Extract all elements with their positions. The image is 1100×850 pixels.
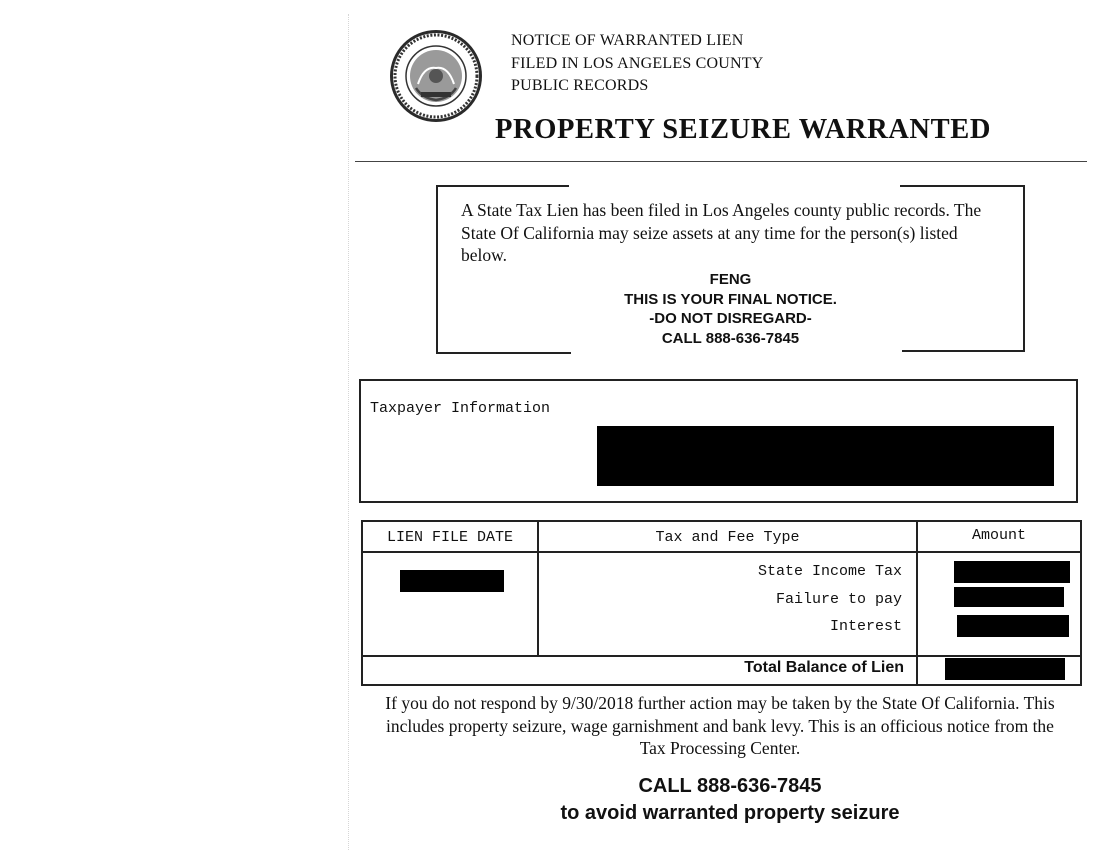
final-notice: THIS IS YOUR FINAL NOTICE. [624, 290, 837, 308]
header-tax-fee-type: Tax and Fee Type [655, 529, 800, 546]
redacted-amount [957, 615, 1069, 637]
official-seal-icon [388, 28, 484, 124]
footer-subtext: to avoid warranted property seizure [560, 802, 900, 824]
do-not-disregard: -DO NOT DISREGARD- [649, 310, 812, 327]
page-title: PROPERTY SEIZURE WARRANTED [495, 114, 992, 145]
total-balance-label: Total Balance of Lien [744, 659, 904, 676]
table-divider [361, 655, 1082, 657]
table-divider [361, 551, 1082, 553]
notice-paragraph: A State Tax Lien has been filed in Los Angeles county public records. The State Of California may seize assets at any time for the person(s) listed below. [461, 200, 982, 265]
table-divider [916, 520, 918, 686]
redacted-amount [954, 587, 1064, 607]
header-line: PUBLIC RECORDS [511, 77, 649, 94]
tax-type-row: State Income Tax [757, 563, 902, 580]
footer-call [380, 773, 1080, 827]
redacted-amount [954, 561, 1070, 583]
header-line: NOTICE OF WARRANTED LIEN [511, 32, 744, 49]
taxpayer-name: FENG [709, 271, 752, 288]
notice-emphasis [436, 270, 1025, 348]
notice-phone: CALL 888-636-7845 [661, 329, 800, 347]
header-divider [355, 161, 1087, 162]
redacted-lien-date [400, 570, 504, 592]
header-amount: Amount [971, 527, 1026, 544]
closing-paragraph: If you do not respond by 9/30/2018 further action may be taken by the State Of California. This includes property seizure, wage garnishment and bank levy. This is an officious notice from the Tax Processing Center. [385, 693, 1055, 758]
tax-type-row: Failure to pay [775, 591, 902, 608]
header-lien-file-date: LIEN FILE DATE [386, 529, 514, 546]
taxpayer-info-label: Taxpayer Information [370, 400, 551, 417]
redacted-total-balance [945, 658, 1065, 680]
page-edge [348, 14, 349, 850]
redacted-taxpayer-details [597, 426, 1054, 486]
tax-type-row: Interest [829, 618, 902, 635]
header-line: FILED IN LOS ANGELES COUNTY [511, 54, 764, 72]
footer-phone: CALL 888-636-7845 [638, 775, 822, 797]
header-lines [511, 30, 764, 98]
